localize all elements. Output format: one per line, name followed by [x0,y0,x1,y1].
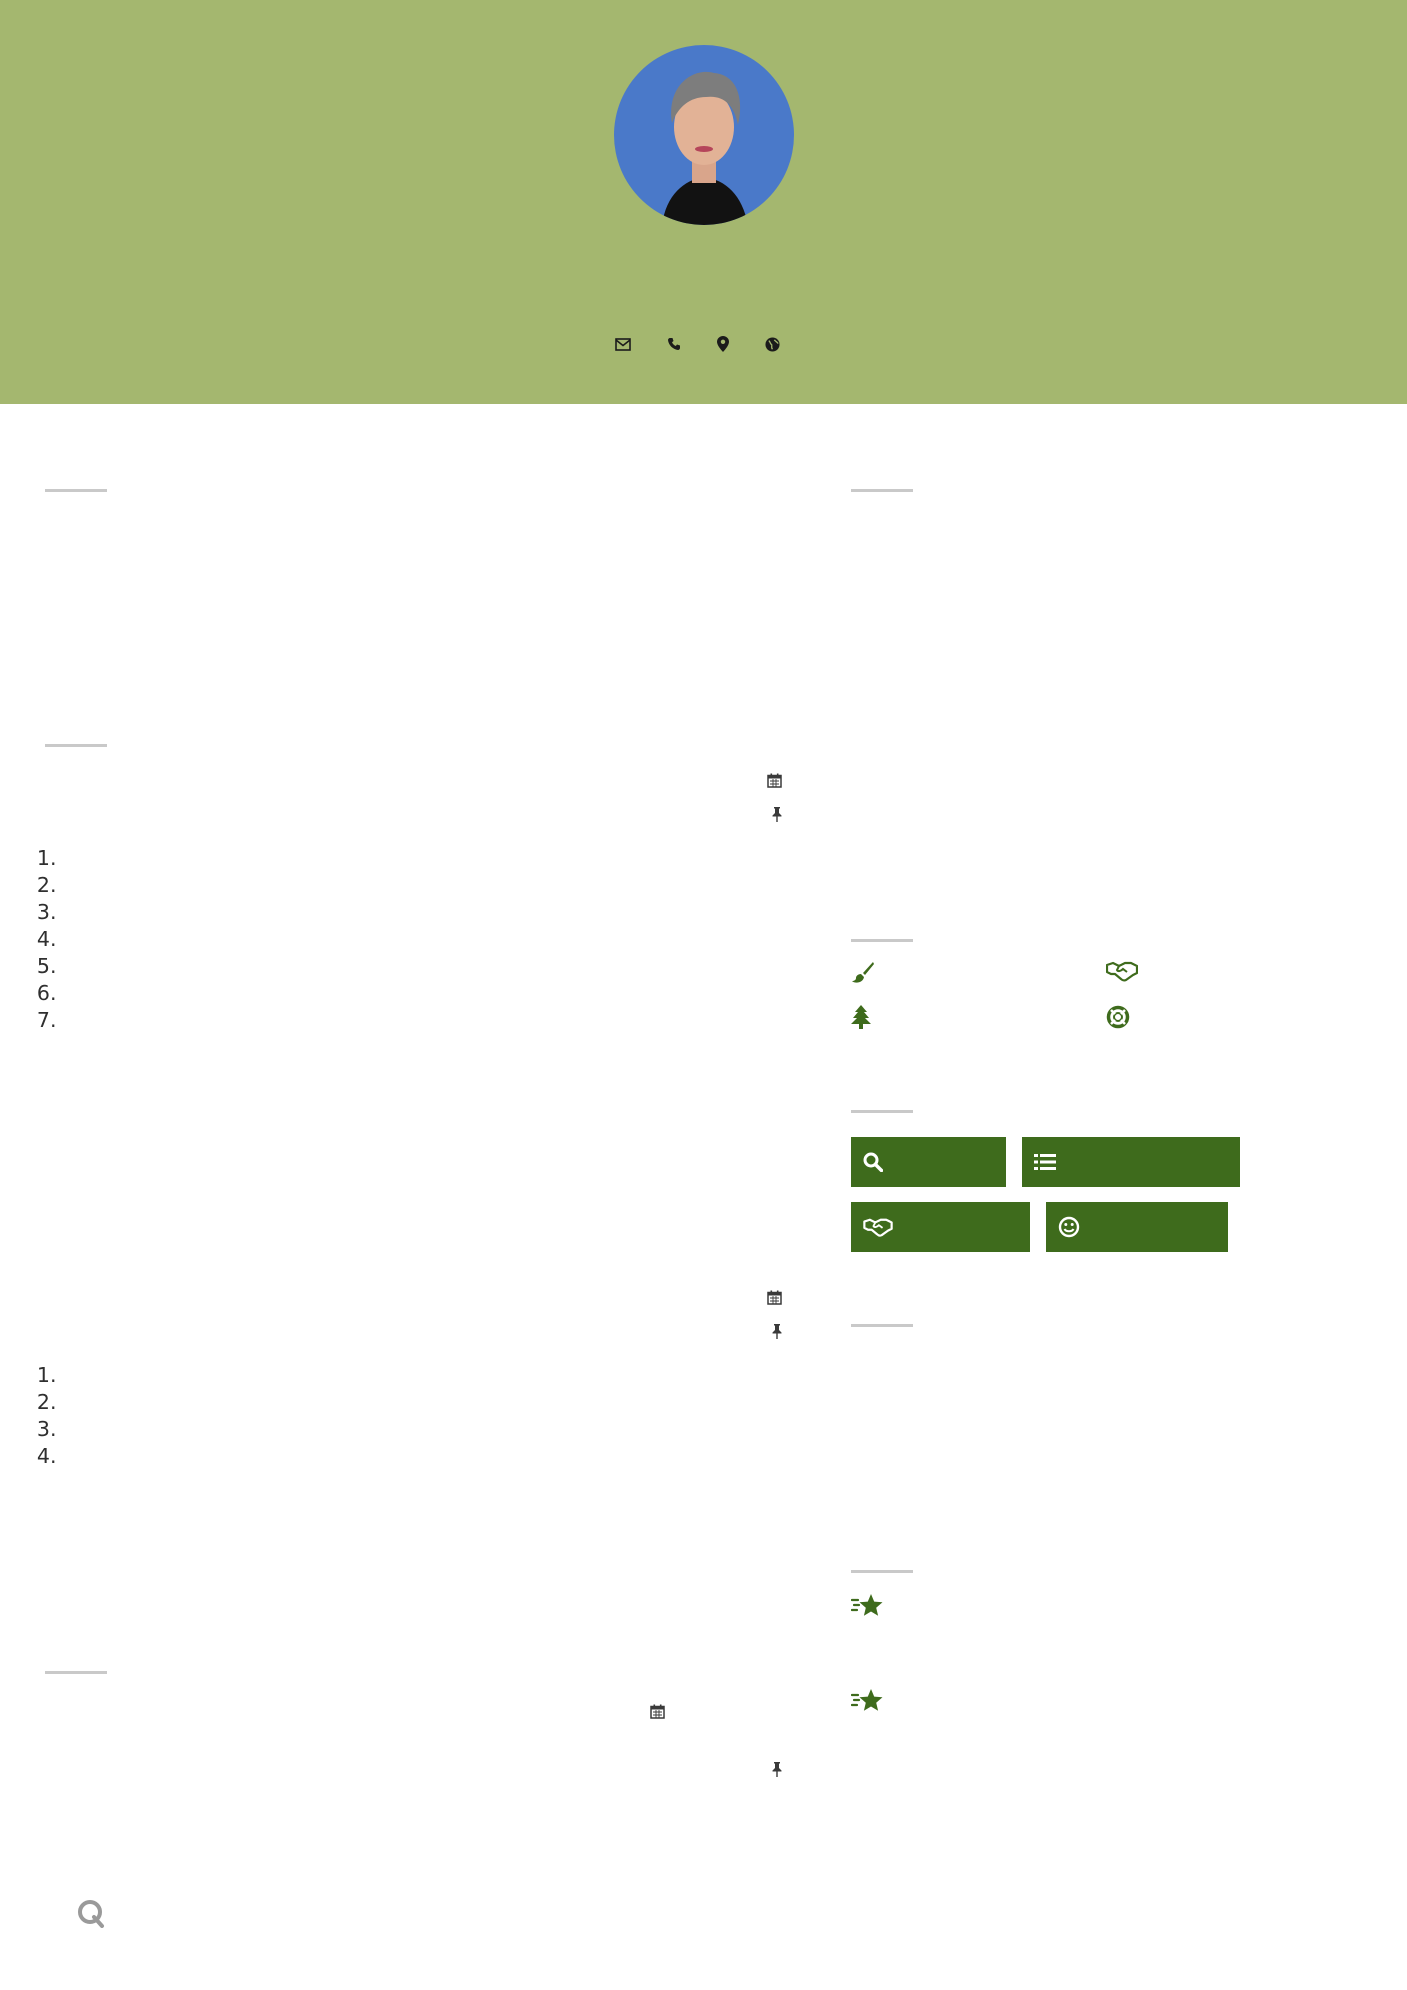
job-dates [560,773,790,788]
profile-photo [614,45,794,225]
globe-icon [765,337,780,352]
summary-rule [45,489,107,492]
strength-chip [851,1202,1030,1252]
job-bullets [45,845,818,1034]
pushpin-icon [772,807,782,822]
tree-icon [851,1005,871,1029]
qwikresume-logo-icon [76,1898,106,1928]
interest-item-hiking [851,1005,885,1029]
interests-rule [851,939,913,942]
job-dates [560,1290,790,1305]
handshake-icon [1106,960,1138,982]
star-icon [851,1688,885,1714]
list-item [63,1389,818,1416]
education-location [560,1762,790,1777]
phone-icon [667,337,681,351]
footer-powered-by [60,1898,114,1928]
languages-rule [851,1324,913,1327]
search-icon [863,1152,883,1172]
education-rule [45,1671,107,1674]
list-item [63,980,818,1007]
job-location [560,807,790,822]
contact-row [0,336,1407,352]
education-dates [650,1692,785,1719]
smile-icon [1058,1216,1080,1238]
achievement-item [851,1686,1371,1714]
achievement-item [851,1591,1371,1619]
list-item [63,953,818,980]
interest-item-art [851,960,889,984]
strength-chip [1046,1202,1228,1252]
list-item [63,1416,818,1443]
calendar-icon [767,1290,782,1305]
lifebuoy-icon [1106,1005,1130,1029]
envelope-icon [615,338,631,351]
contact-website[interactable] [765,337,792,352]
calendar-icon [767,773,782,788]
list-item [63,845,818,872]
achievements-rule [851,1570,913,1573]
experience-rule [45,744,107,747]
strengths-rule [851,1110,913,1113]
contact-location [717,336,741,352]
pushpin-icon [772,1324,782,1339]
strength-chip [1022,1137,1240,1187]
star-icon [851,1593,885,1619]
list-item [63,1362,818,1389]
list-icon [1034,1153,1056,1171]
list-item [63,926,818,953]
contact-email[interactable] [615,338,643,351]
list-item [63,1007,818,1034]
map-pin-icon [717,336,729,352]
job-location [560,1324,790,1339]
list-item [63,899,818,926]
list-item [63,872,818,899]
contact-phone[interactable] [667,337,693,351]
job-bullets [45,1362,818,1470]
interest-item-yoga [1106,1005,1144,1029]
list-item [63,1443,818,1470]
skills-rule [851,489,913,492]
pushpin-icon [772,1762,782,1777]
paintbrush-icon [851,960,875,984]
interest-item-volunteering [1106,960,1152,982]
calendar-icon [650,1704,665,1719]
resume-header [0,0,1407,404]
handshake-icon [863,1217,893,1237]
strength-chip [851,1137,1006,1187]
